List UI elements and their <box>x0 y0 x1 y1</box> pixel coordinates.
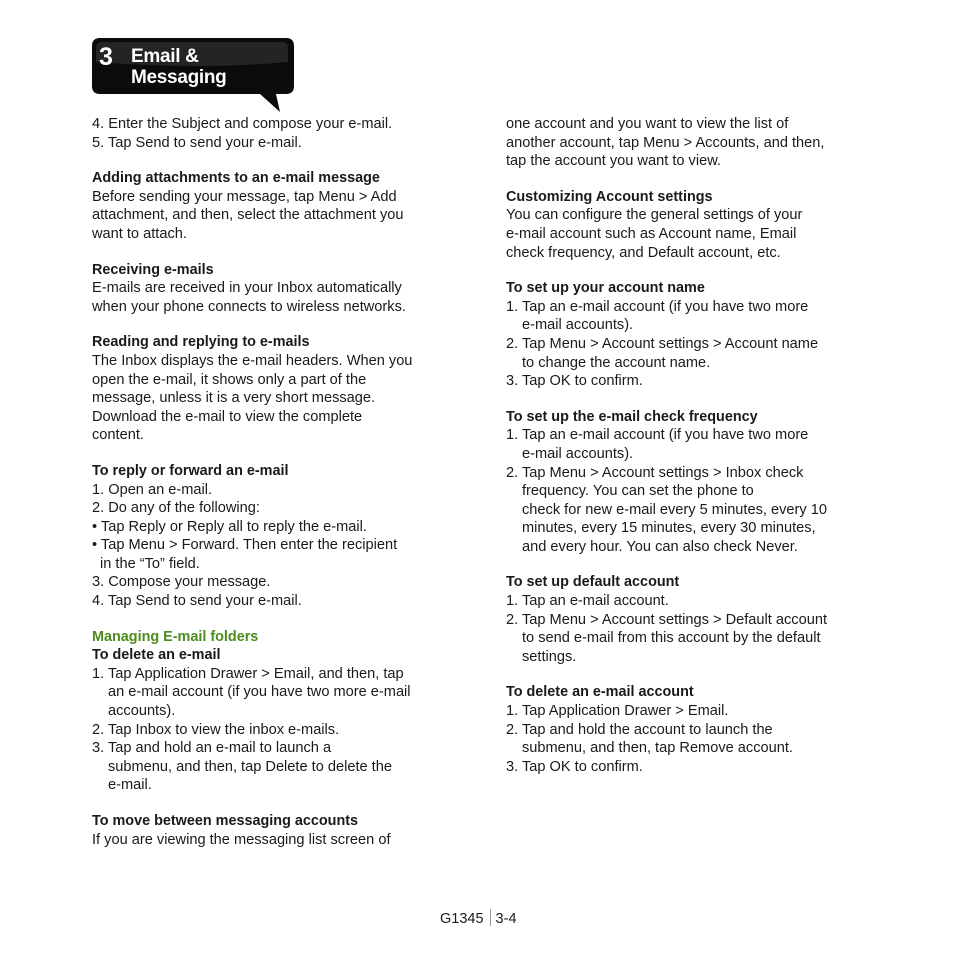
text-line: tap the account you want to view. <box>506 153 721 170</box>
paragraph-gap <box>506 391 876 408</box>
text-line: check frequency, and Default account, etc. <box>506 244 781 261</box>
text-line: 1. Tap an e-mail account (if you have two more <box>506 298 809 315</box>
text-line: 1. Open an e-mail. <box>92 481 213 498</box>
text-line: You can configure the general settings of your <box>506 207 803 224</box>
text-line: another account, tap Menu > Accounts, and then, <box>506 134 825 151</box>
subheading: Adding attachments to an e-mail message <box>92 170 380 187</box>
text-line: submenu, and then, tap Remove account. <box>522 740 793 757</box>
text-line: 1. Tap Application Drawer > Email, and then, tap <box>92 665 404 682</box>
text-line: attachment, and then, select the attachment you <box>92 207 404 224</box>
text-line: in the “To” field. <box>100 555 200 572</box>
chapter-badge <box>90 36 300 116</box>
text-line: 1. Tap an e-mail account (if you have two more <box>506 427 809 444</box>
text-line: minutes, every 15 minutes, every 30 minutes, <box>522 520 816 537</box>
paragraph-gap <box>92 795 462 812</box>
paragraph-gap <box>506 556 876 573</box>
text-line: accounts). <box>108 703 176 720</box>
text-line: 1. Tap Application Drawer > Email. <box>506 703 729 720</box>
text-line: to send e-mail from this account by the default <box>522 630 821 647</box>
chapter-title <box>131 46 227 88</box>
subheading: To delete an e-mail account <box>506 684 694 701</box>
text-line: 4. Enter the Subject and compose your e-mail. <box>92 116 393 132</box>
text-line: 2. Do any of the following: <box>92 500 260 517</box>
text-line: 2. Tap and hold the account to launch the <box>506 721 773 738</box>
right-column <box>506 115 876 776</box>
text-line: to change the account name. <box>522 354 711 371</box>
subheading: To move between messaging accounts <box>92 813 359 829</box>
text-line: • Tap Reply or Reply all to reply the e-mail. <box>92 518 367 535</box>
paragraph-gap <box>506 666 876 683</box>
text-line: 3. Tap and hold an e-mail to launch a <box>92 740 332 757</box>
text-line: e-mail accounts). <box>522 317 634 334</box>
left-column <box>92 115 462 849</box>
text-line: 2. Tap Menu > Account settings > Default account <box>506 611 827 628</box>
text-line: and every hour. You can also check Never. <box>522 538 798 555</box>
text-line: 3. Compose your message. <box>92 574 271 591</box>
text-line: e-mail account such as Account name, Email <box>506 225 797 242</box>
subheading: To set up default account <box>506 574 680 591</box>
text-line: 2. Tap Menu > Account settings > Inbox check <box>506 464 804 481</box>
text-line: content. <box>92 427 144 444</box>
text-line: 2. Tap Menu > Account settings > Account name <box>506 335 819 352</box>
paragraph-gap <box>92 611 462 628</box>
text-line: e-mail. <box>108 777 152 794</box>
text-line: frequency. You can set the phone to <box>522 483 754 500</box>
subheading: Customizing Account settings <box>506 188 713 205</box>
chapter-number: 3 <box>99 43 113 71</box>
text-line: If you are viewing the messaging list screen of <box>92 831 391 848</box>
text-line: The Inbox displays the e-mail headers. When you <box>92 352 413 369</box>
paragraph-gap <box>92 316 462 333</box>
paragraph-gap <box>506 262 876 279</box>
text-line: an e-mail account (if you have two more e-mail <box>108 684 411 701</box>
text-line: 2. Tap Inbox to view the inbox e-mails. <box>92 721 340 738</box>
paragraph-gap <box>92 152 462 169</box>
text-line: want to attach. <box>92 225 187 242</box>
text-line: 5. Tap Send to send your e-mail. <box>92 134 302 151</box>
text-line: 3. Tap OK to confirm. <box>506 758 643 775</box>
chapter-title-line1: Email & <box>131 46 199 67</box>
subheading: Reading and replying to e-mails <box>92 334 310 351</box>
text-line: submenu, and then, tap Delete to delete the <box>108 758 392 775</box>
text-line: e-mail accounts). <box>522 445 634 462</box>
text-line: 3. Tap OK to confirm. <box>506 373 643 390</box>
text-line: check for new e-mail every 5 minutes, every 10 <box>522 501 827 518</box>
subheading: To set up the e-mail check frequency <box>506 408 758 425</box>
text-line: when your phone connects to wireless networks. <box>92 298 406 315</box>
paragraph-gap <box>92 445 462 462</box>
text-line: 1. Tap an e-mail account. <box>506 593 669 610</box>
text-line: message, unless it is a very short message. <box>92 390 376 407</box>
subheading: To reply or forward an e-mail <box>92 462 289 479</box>
text-line: E-mails are received in your Inbox automatically <box>92 280 402 297</box>
page-number: 3-4 <box>495 911 517 927</box>
footer-divider <box>490 909 491 926</box>
subheading: Receiving e-mails <box>92 261 214 278</box>
paragraph-gap <box>506 171 876 188</box>
section-heading: Managing E-mail folders <box>92 628 259 645</box>
subheading: To set up your account name <box>506 280 705 297</box>
model-name: G1345 <box>440 911 484 927</box>
text-line: open the e-mail, it shows only a part of the <box>92 371 367 388</box>
text-line: 4. Tap Send to send your e-mail. <box>92 593 302 610</box>
text-line: settings. <box>522 648 577 665</box>
text-line: • Tap Menu > Forward. Then enter the recipient <box>92 537 398 554</box>
text-line: Before sending your message, tap Menu > Add <box>92 188 397 205</box>
text-line: one account and you want to view the list of <box>506 116 789 132</box>
chapter-title-line2: Messaging <box>131 67 227 88</box>
paragraph-gap <box>92 244 462 261</box>
page-footer <box>440 909 517 927</box>
subheading: To delete an e-mail <box>92 647 221 664</box>
text-line: Download the e-mail to view the complete <box>92 408 363 425</box>
